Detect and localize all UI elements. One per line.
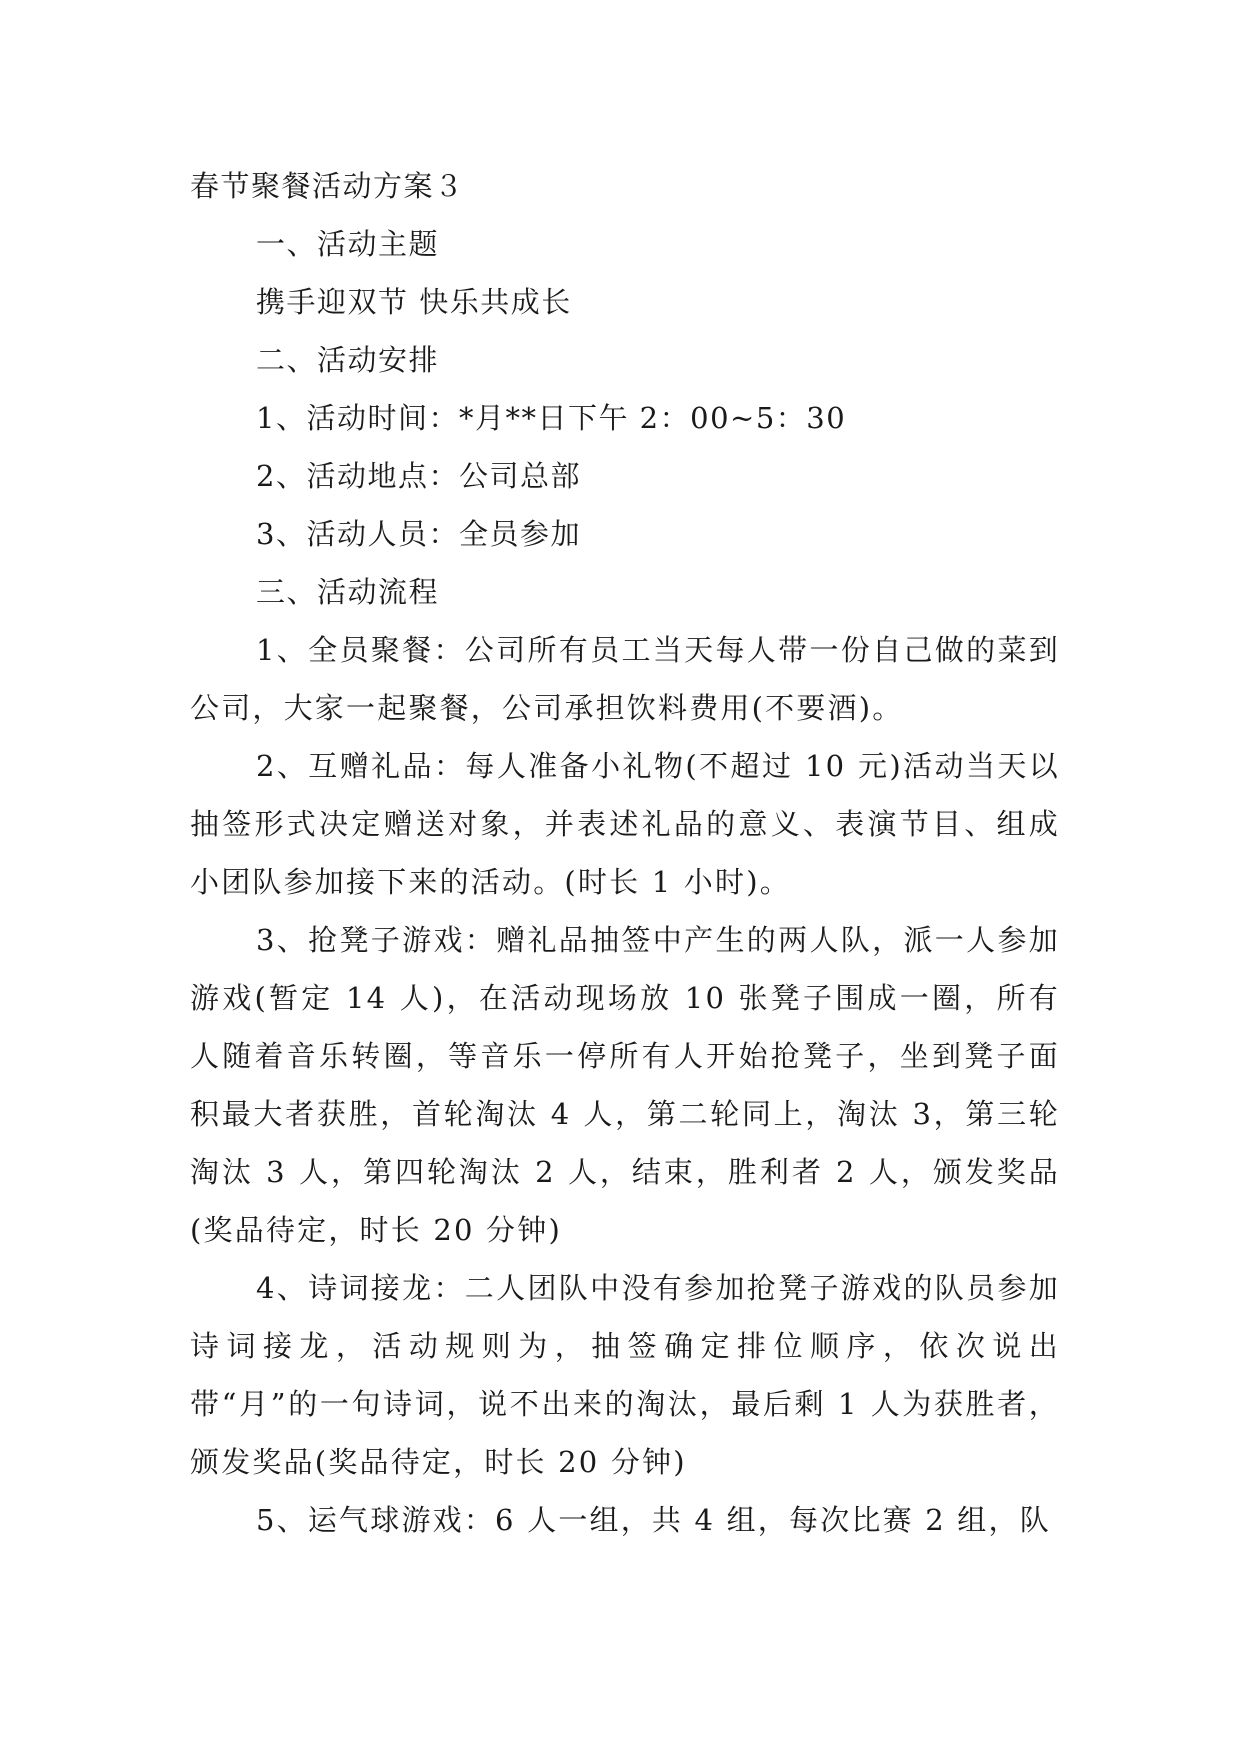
- section-heading-process: 三、活动流程: [256, 575, 440, 609]
- document-body: [190, 157, 1060, 1549]
- arrangement-participants: 3、活动人员：全员参加: [256, 517, 581, 551]
- arrangement-location: 2、活动地点：公司总部: [256, 459, 581, 493]
- section-heading-arrangement: 二、活动安排: [256, 343, 440, 377]
- process-step-poetry: 4、诗词接龙：二人团队中没有参加抢凳子游戏的队员参加诗词接龙，活动规则为，抽签确定排位顺序，依次说出带“月”的一句诗词，说不出来的淘汰，最后剩 1 人为获胜者，颁发奖品(奖品待定，时长 20 分钟): [190, 1271, 1060, 1479]
- section-heading-theme: 一、活动主题: [256, 227, 440, 261]
- process-step-gifts: 2、互赠礼品：每人准备小礼物(不超过 10 元)活动当天以抽签形式决定赠送对象，并表述礼品的意义、表演节目、组成小团队参加接下来的活动。(时长 1 小时)。: [190, 749, 1060, 899]
- arrangement-time: 1、活动时间：*月**日下午 2：00~5：30: [256, 401, 847, 435]
- process-step-dinner: 1、全员聚餐：公司所有员工当天每人带一份自己做的菜到公司，大家一起聚餐，公司承担饮料费用(不要酒)。: [190, 633, 1060, 725]
- process-step-chairs-game: 3、抢凳子游戏：赠礼品抽签中产生的两人队，派一人参加游戏(暂定 14 人)，在活动现场放 10 张凳子围成一圈，所有人随着音乐转圈，等音乐一停所有人开始抢凳子，坐到凳子面积最大者获胜，首轮淘汰 4 人，第二轮同上，淘汰 3，第三轮淘汰 3 人，第四轮淘汰 2 人，结束，胜利者 2 人，颁发奖品(奖品待定，时长 20 分钟): [190, 923, 1060, 1247]
- theme-text: 携手迎双节 快乐共成长: [256, 285, 572, 319]
- process-step-balloon-game: 5、运气球游戏：6 人一组，共 4 组，每次比赛 2 组，队: [256, 1503, 1051, 1537]
- document-title: 春节聚餐活动方案３: [190, 169, 465, 203]
